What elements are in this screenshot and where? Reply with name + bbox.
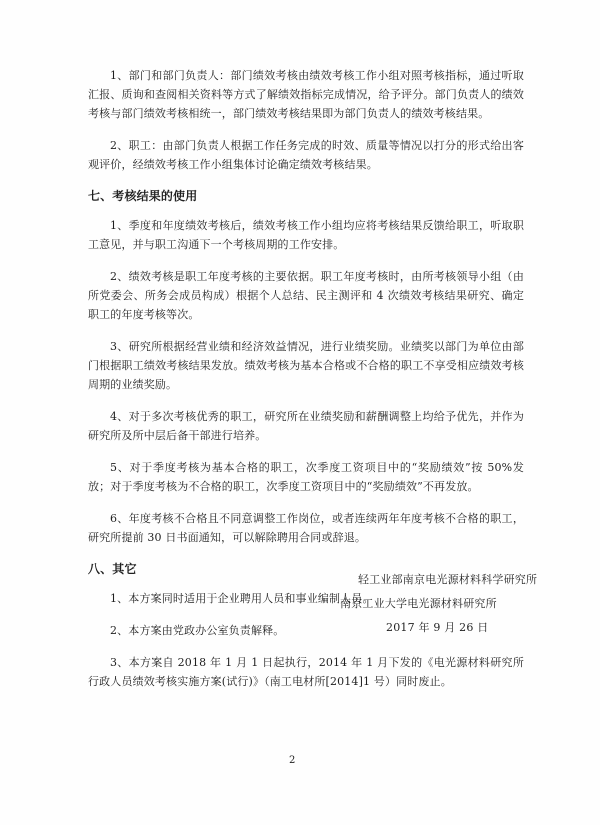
paragraph-other-3: 3、本方案自 2018 年 1 月 1 日起执行，2014 年 1 月下发的《电光源材料研究所行政人员绩效考核实施方案(试行)》（南工电材所[2014]1 号）同时废止。 <box>88 656 524 688</box>
signature-organization-1: 轻工业部南京电光源材料科学研究所 <box>358 573 538 586</box>
paragraph-staff-assessment: 2、职工：由部门负责人根据工作任务完成的时效、质量等情况以打分的形式给出客观评价，经绩效考核工作小组集体讨论确定绩效考核结果。 <box>88 139 524 171</box>
page-number: 2 <box>289 755 296 766</box>
paragraph-department-assessment: 1、部门和部门负责人：部门绩效考核由绩效考核工作小组对照考核指标，通过听取汇报、质询和查阅相关资料等方式了解绩效指标完成情况，给予评分。部门负责人的绩效考核与部门绩效考核相统一，部门绩效考核结果即为部门负责人的绩效考核结果。 <box>88 69 524 120</box>
section-heading-other: 八、其它 <box>88 562 137 576</box>
paragraph-other-2: 2、本方案由党政办公室负责解释。 <box>110 624 285 637</box>
paragraph-other-1: 1、本方案同时适用于企业聘用人员和事业编制人员。 <box>110 592 374 605</box>
paragraph-results-5: 5、对于季度考核为基本合格的职工，次季度工资项目中的“奖励绩效”按 50%发放；对于季度考核为不合格的职工，次季度工资项目中的“奖励绩效”不再发放。 <box>88 461 524 493</box>
signature-date: 2017 年 9 月 26 日 <box>386 621 489 634</box>
section-heading-results-use: 七、考核结果的使用 <box>88 189 198 203</box>
paragraph-results-4: 4、对于多次考核优秀的职工，研究所在业绩奖励和薪酬调整上均给予优先，并作为研究所及所中层后备干部进行培养。 <box>88 410 524 442</box>
paragraph-results-6: 6、年度考核不合格且不同意调整工作岗位，或者连续两年年度考核不合格的职工，研究所提前 30 日书面通知，可以解除聘用合同或辞退。 <box>88 512 524 544</box>
signature-organization-2: 南京工业大学电光源材料研究所 <box>340 597 497 610</box>
paragraph-results-2: 2、绩效考核是职工年度考核的主要依据。职工年度考核时，由所考核领导小组（由所党委会、所务会成员构成）根据个人总结、民主测评和 4 次绩效考核结果研究、确定职工的年度考核等次。 <box>88 270 524 321</box>
paragraph-results-3: 3、研究所根据经营业绩和经济效益情况，进行业绩奖励。业绩奖以部门为单位由部门根据职工绩效考核结果发放。绩效考核为基本合格或不合格的职工不享受相应绩效考核周期的业绩奖励。 <box>88 340 524 391</box>
paragraph-results-1: 1、季度和年度绩效考核后，绩效考核工作小组均应将考核结果反馈给职工，听取职工意见，并与职工沟通下一个考核周期的工作安排。 <box>88 219 524 251</box>
